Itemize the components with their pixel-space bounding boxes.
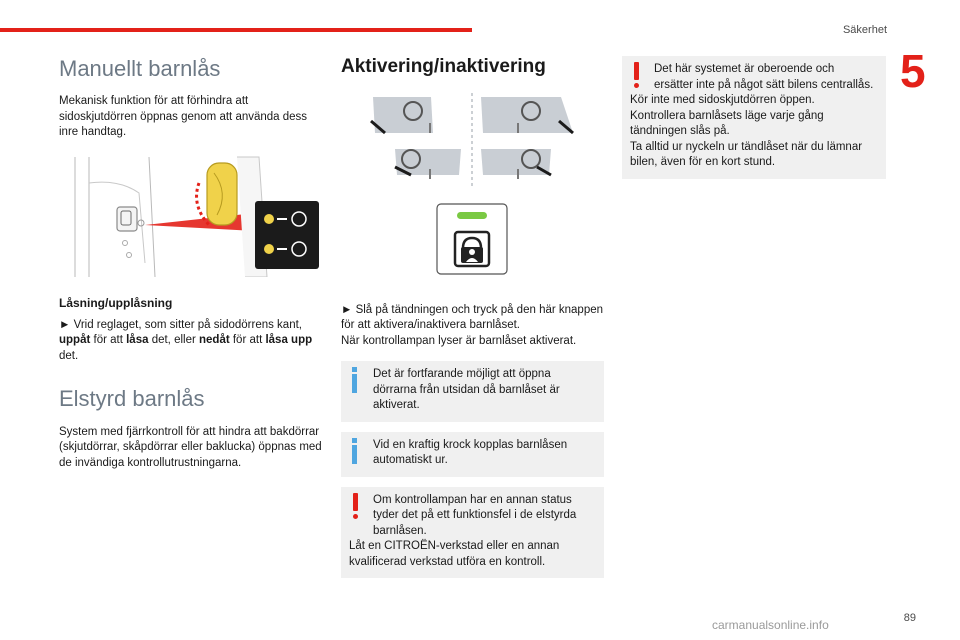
column-activation [341,56,604,578]
locking-heading: Låsning/upplåsning [59,295,173,310]
lock-text-lock: låsa [126,334,149,347]
warning-icon [630,62,644,88]
info-note-crash [341,432,604,477]
electric-child-lock-title: Elstyrd barnlås [59,386,205,412]
lock-text-end: det. [59,349,79,362]
warning-malfunction-workshop: Låt en CITROËN-verkstad eller en annan kvalificerad verkstad utföra en kontroll. [349,540,560,568]
car-config-1 [371,97,433,133]
car-config-2 [481,97,573,133]
info-note-crash-text: Vid en kraftig krock kopplas barnlåsen automatiskt ur. [373,438,568,467]
column-manual-child-lock [59,56,324,471]
watermark: carmanualsonline.info [712,618,829,632]
activation-indicator-text: När kontrollampan lyser är barnlåset aktiverat. [341,334,577,347]
activation-title: Aktivering/inaktivering [341,56,546,77]
warning-note-malfunction [341,487,604,579]
lock-text-down: nedåt [199,334,230,347]
info-note-outside-open [341,361,604,422]
warning-door-open-text: Kör inte med sidoskjutdörren öppen. [630,94,815,106]
locking-instruction [59,318,324,365]
chapter-number: 5 [900,45,926,97]
lock-text-mid3: för att [229,334,266,347]
manual-child-lock-title: Manuellt barnlås [59,56,221,81]
lock-text-unlock: låsa upp [265,334,313,347]
section-title: Säkerhet [842,24,887,36]
lock-text-up: uppåt [59,334,91,347]
door-child-lock-switch-illustration [59,153,324,277]
car-config-4 [481,149,551,179]
warning-independent-text: Det här systemet är oberoende och ersätter inte på något sätt bilens centrallås. [654,63,874,91]
warning-key-text: Ta alltid ur nyckeln ur tändlåset när du lämnar bilen, även för en kort stund. [630,140,863,168]
info-icon [349,438,361,464]
warning-malfunction-text: Om kontrollampan har en annan status tyder det på ett funktionsfel i de elstyrda barnlåsen. [373,493,577,537]
child-lock-button-icon [341,200,604,282]
column-warning [622,56,886,179]
electric-child-lock-description: System med fjärrkontroll för att hindra att bakdörrar (skjutdörrar, skåpdörrar eller baklucka) öppnas med de invändiga kontrollutrustningarna. [59,425,322,469]
lock-text-mid1: för att [90,334,127,347]
warning-icon [349,493,363,519]
header-accent-bar [0,28,472,32]
warning-note-independent [622,56,886,179]
activation-instruction: ► Slå på tändningen och tryck på den här knappen för att aktivera/inaktivera barnlåset. [341,303,604,332]
lock-text-pre: ► Vrid reglaget, som sitter på sidodörrens kant, [59,318,302,331]
warning-check-text: Kontrollera barnlåsets läge varje gång tändningen slås på. [630,109,824,137]
manual-child-lock-description: Mekanisk funktion för att förhindra att sidoskjutdörren öppnas genom att använda dess inre handtag. [59,95,308,139]
car-config-3 [395,149,461,179]
info-note-outside-open-text: Det är fortfarande möjligt att öppna dörrarna från utsidan då barnlåset är aktiverat. [373,368,560,412]
info-icon [349,367,361,393]
vehicle-door-configurations-illustration [341,93,604,189]
page-number: 89 [903,612,916,624]
lock-text-mid2: det, eller [148,334,199,347]
